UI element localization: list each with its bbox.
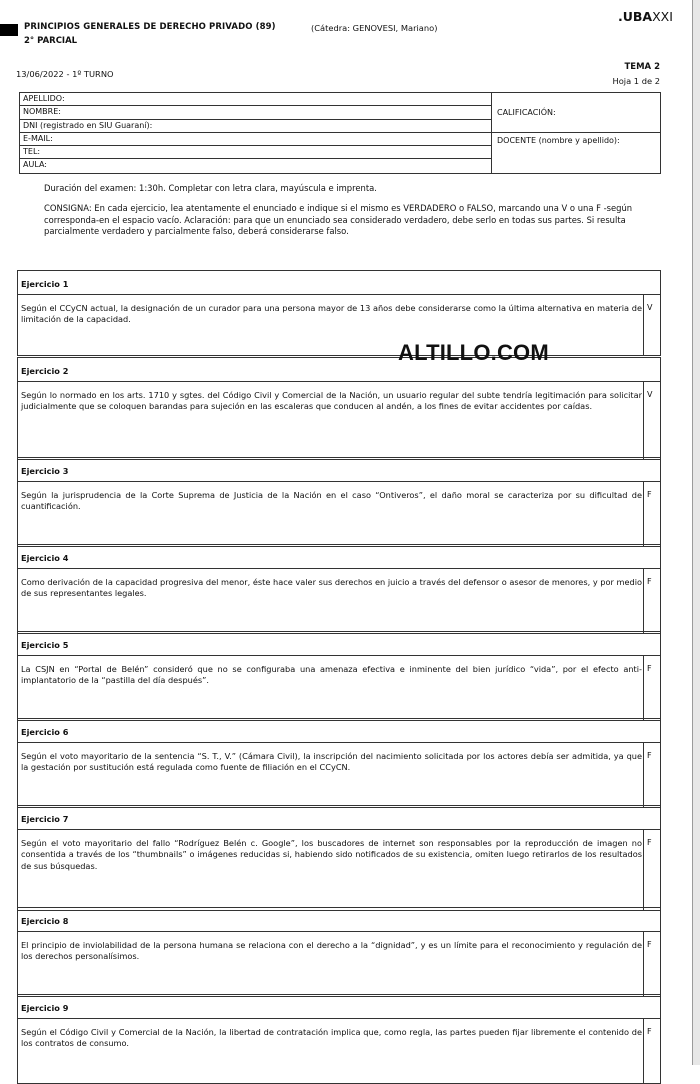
exercise-title: Ejercicio 1 [18,271,660,295]
duration-text: Duración del examen: 1:30h. Completar con letra clara, mayúscula e imprenta. [44,183,377,193]
exercise-statement: Según el Código Civil y Comercial de la Nación, la libertad de contratación implica que, como regla, las partes pueden fijar libremente el contenido de los contratos de consumo. [21,1027,642,1049]
exercise-7 [17,805,661,911]
logo-bold: .UBA [618,9,653,24]
exercise-2 [17,357,661,460]
answer-box[interactable]: F [647,940,652,949]
answer-divider [643,830,644,910]
answer-divider [643,743,644,807]
corner-mark [0,24,18,36]
answer-divider [643,482,644,546]
exercise-body [18,830,660,910]
exercise-title: Ejercicio 9 [18,995,660,1019]
answer-box[interactable]: F [647,838,652,847]
field-tel[interactable]: TEL: [20,146,491,159]
uba-xxi-logo [618,9,673,24]
exercise-title: Ejercicio 5 [18,632,660,656]
exam-type: 2° PARCIAL [24,36,78,46]
exercise-statement: Según el voto mayoritario del fallo “Rodríguez Belén c. Google”, los buscadores de internet son responsables por la reproducción de imagen no consentida a través de los “thumbnails” o imágenes reducidas si, habiendo sido notificados de su existencia, omiten luego retirarlos de los resultados de sus búsquedas. [21,838,642,871]
field-aula[interactable]: AULA: [23,160,47,170]
watermark: ALTILLO.COM [398,340,549,365]
exercise-8 [17,907,661,997]
exercise-title: Ejercicio 4 [18,545,660,569]
exercise-5 [17,631,661,721]
exercise-body [18,569,660,633]
exercise-statement: Según el voto mayoritario de la sentencia “S. T., V.” (Cámara Civil), la inscripción del nacimiento solicitada por los actores debía ser admitida, ya que la gestación por sustitución está regulada como fuente de filiación en el CCyCN. [21,751,642,773]
course-title: PRINCIPIOS GENERALES DE DERECHO PRIVADO (89) [24,22,276,32]
docente-label: DOCENTE (nombre y apellido): [497,136,620,145]
answer-box[interactable]: F [647,664,652,673]
answer-divider [643,382,644,459]
exercise-4 [17,544,661,634]
answer-divider [643,569,644,633]
answer-divider [643,1019,644,1083]
calificacion-label: CALIFICACIÓN: [497,108,556,117]
field-dni[interactable]: DNI (registrado en SIU Guaraní): [20,120,491,133]
answer-box[interactable]: F [647,577,652,586]
answer-box[interactable]: F [647,490,652,499]
answer-box[interactable]: V [647,390,653,399]
answer-divider [643,656,644,720]
field-email[interactable]: E-MAIL: [20,133,491,146]
exercise-body [18,932,660,996]
exercise-9 [17,994,661,1084]
exercise-3 [17,457,661,547]
exercise-statement: Según lo normado en los arts. 1710 y sgtes. del Código Civil y Comercial de la Nación, un usuario regular del subte tendría legitimación para solicitar judicialmente que se coloquen barandas para sujeción en las escaleras que conducen al andén, a los fines de evitar accidentes por caídas. [21,390,642,412]
calificacion-box[interactable] [492,93,660,133]
exercise-body [18,1019,660,1083]
exercise-body [18,382,660,459]
exercise-1 [17,270,661,356]
exercise-body [18,482,660,546]
logo-light: XXI [652,9,673,24]
tema-label: TEMA 2 [624,62,660,72]
exercise-title: Ejercicio 7 [18,806,660,830]
exercise-title: Ejercicio 6 [18,719,660,743]
exercise-title: Ejercicio 2 [18,358,660,382]
answer-divider [643,295,644,355]
exercise-statement: El principio de inviolabilidad de la persona humana se relaciona con el derecho a la “dignidad”, y es un límite para el reconocimiento y regulación de los derechos personalísimos. [21,940,642,962]
field-nombre[interactable]: NOMBRE: [20,106,491,119]
instructions-text: CONSIGNA: En cada ejercicio, lea atentamente el enunciado e indique si el mismo es VERDADERO o FALSO, marcando una V o una F -según corresponda-en el espacio vacío. Aclaración: para que un enunciado sea considerado verdadero, debe serlo en todas sus partes. Si resulta parcialmente verdadero y parcialmente falso, deberá considerarse falso. [44,203,633,237]
exercise-body [18,295,660,355]
exercise-title: Ejercicio 8 [18,908,660,932]
student-info-table [19,92,661,174]
page-number: Hoja 1 de 2 [612,76,660,86]
exercise-statement: La CSJN en “Portal de Belén” consideró que no se configuraba una amenaza efectiva e inminente del bien jurídico “vida”, por el efecto anti-implantatorio de la “pastilla del día después”. [21,664,642,686]
answer-box[interactable]: V [647,303,653,312]
exercise-body [18,743,660,807]
page-edge [693,0,700,1065]
answer-divider [643,932,644,996]
exercise-statement: Como derivación de la capacidad progresiva del menor, éste hace valer sus derechos en juicio a través del defensor o asesor de menores, y por medio de sus representantes legales. [21,577,642,599]
exam-date: 13/06/2022 - 1º TURNO [16,69,114,79]
answer-box[interactable]: F [647,751,652,760]
exercise-title: Ejercicio 3 [18,458,660,482]
exercise-statement: Según la jurisprudencia de la Corte Suprema de Justicia de la Nación en el caso “Ontiveros”, el daño moral se caracteriza por su dificultad de cuantificación. [21,490,642,512]
catedra-label: (Cátedra: GENOVESI, Mariano) [311,23,438,33]
exercise-statement: Según el CCyCN actual, la designación de un curador para una persona mayor de 13 años debe considerarse como la última alternativa en materia de limitación de la capacidad. [21,303,642,325]
field-apellido[interactable]: APELLIDO: [20,93,491,106]
exercise-body [18,656,660,720]
student-fields [20,93,492,173]
answer-box[interactable]: F [647,1027,652,1036]
exercise-6 [17,718,661,808]
